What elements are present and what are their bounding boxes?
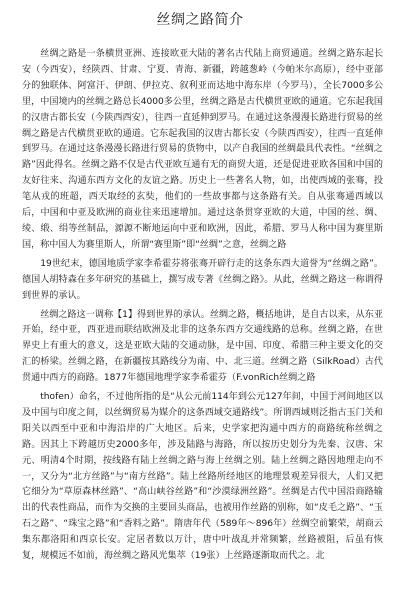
paragraph-2: 19世纪末，德国地质学家李希霍芬将张骞开辟行走的这条东西大道誉为“丝绸之路”。德国人胡特森在多年研究的基础上，撰写成专著《丝绸之路》。从此，丝绸之路这一称谓得到世界的承认。 bbox=[22, 258, 383, 301]
paragraph-4: thofen）命名，不过他所指的是“从公元前114年到公元127年间，中国于河间地区以及中国与印度之间，以丝绸贸易为媒介的这条西域交通路线”。所谓西域则泛指古玉门关和阳关以西至中亚和中海沿岸的广大地区。后来，史学家把沟通中西方的商路统称丝绸之路。因其上下跨越历史2000多年，涉及陆路与海路，所以按历史划分为先秦、汉唐、宋元、明清4个时期，按线路有陆上丝绸之路与海上丝绸之别。陆上丝绸之路因地理走向不一，又分为“北方丝路”与“南方丝路”。陆上丝路所经地区的地理景观差异很大，人们又把它细分为“草原森林丝路”、“高山峡谷丝路”和“沙漠绿洲丝路”。丝绸是古代中国沿商路输出的代表性商品，而作为交换的主要回头商品，也被用作丝路的别称，如“皮毛之路”、“玉石之路”、“珠宝之路”和“香料之路”。隋唐年代（589年～896年）丝绸空前繁荣，胡商云集东都洛阳和西京长安。定居者数以万计，唐中叶战乱并常频繁，丝路被阻，后虽有恢复，规模远不如前，海丝绸之路风光集萃（19张）上丝路逐渐取而代之。北 bbox=[22, 392, 383, 562]
paragraph-3: 丝绸之路这一调称【1】得到世界的承认。丝绸之路，概括地讲，是自古以来，从东亚开始，经中亚，西亚进而联结欧洲及北非的这条东西方交通线路的总称。丝绸之路，在世界史上有重大的意义，这是亚欧大陆的交通动脉，是中国、印度、希腊三种主要文化的交汇的桥梁。丝绸之路，在新疆按其路线分为南、中、北三道。丝绸之路（SilkRoad）古代贯通中西方的商路。1877年德国地理学家李希霍芬（F.vonRich丝绸之路 bbox=[22, 309, 383, 384]
document-title: 丝绸之路简介 bbox=[156, 12, 244, 28]
paragraph-1: 丝绸之路是一条横贯亚洲、连接欧亚大陆的著名古代陆上商贸通道。丝绸之路东起长安（今西安），经陕西、甘肃、宁夏、青海、新疆，跨越葱岭（今帕米尔高原），经中亚部分的独联体、阿富汗、伊朗、伊拉克、叙利亚而达地中海东岸（今罗马），全长7000多公里，中国境内的丝绸之路总长4000多公里，丝绸之路是古代横贯亚欧的通道。它东起我国的汉唐古都长安（今陕西西安），往西一直延伸到罗马。在通过这条漫漫长路进行贸易的丝绸之路是古代横贯亚欧的通道。它东起我国的汉唐古都长安（今陕西西安），往西一直延伸到罗马。在通过这条漫漫长路进行贸易的货物中，以产自我国的丝绸最具代表性。“丝绸之路”因此得名。丝绸之路不仅是古代亚欧互通有无的商贸大道，还是促进亚欧各国和中国的友好往来、沟通东西方文化的友谊之路。历史上一些著名人物，如，出使西域的张骞，投笔从戎的班超，西天取经的玄奘，他们的一些故事都与这条路有关。自从张骞通西域以后，中国和中亚及欧洲的商业往来迅速增加。通过这条贯穿亚欧的大道，中国的丝、绸、绫、缎、绢等丝制品，源源不断地运向中亚和欧洲，因此，希腊、罗马人称中国为赛里斯国，称中国人为赛里斯人，所谓“赛里斯”即“丝绸”之意，丝绸之路 bbox=[22, 49, 383, 250]
